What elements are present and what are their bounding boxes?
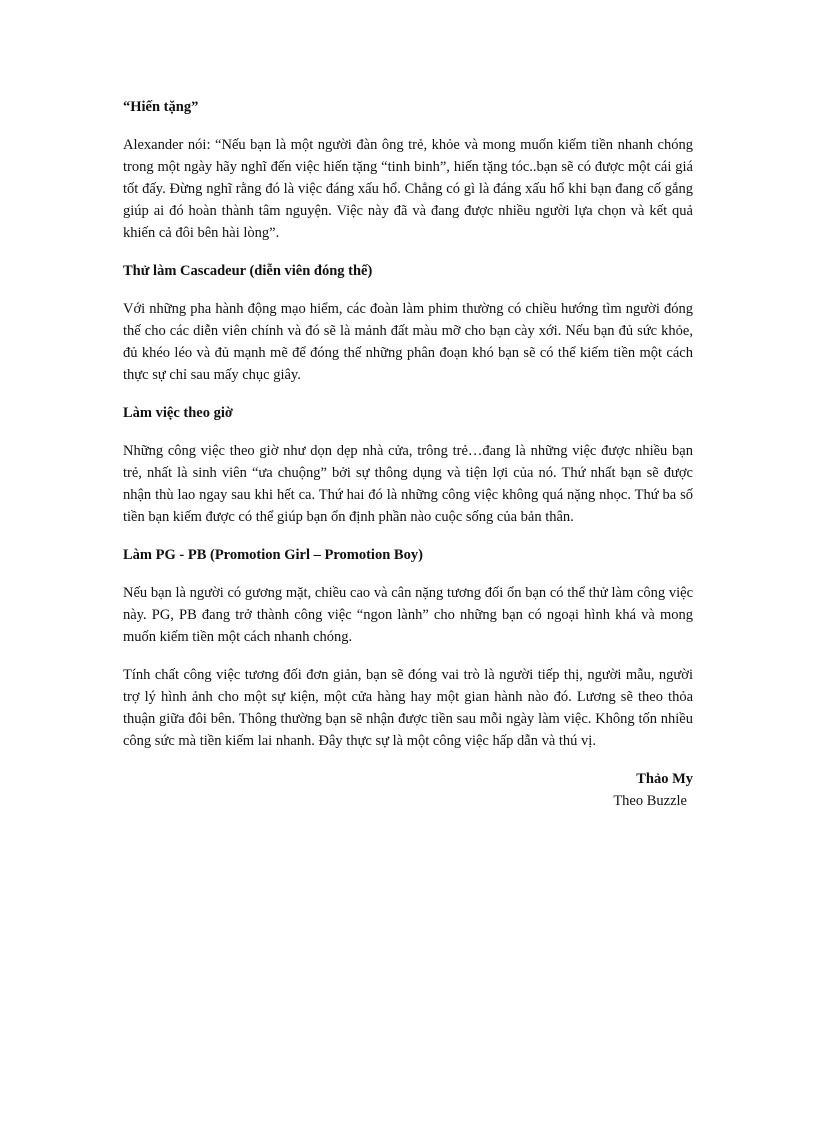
- section-hien-tang: [123, 96, 693, 244]
- section-heading: Làm PG - PB (Promotion Girl – Promotion Boy): [123, 547, 423, 563]
- section-heading: Làm việc theo giờ: [123, 405, 233, 421]
- section-cascadeur: [123, 260, 693, 386]
- section-paragraph: Những công việc theo giờ như dọn dẹp nhà cửa, trông trẻ…đang là những việc được nhiều bạn trẻ, nhất là sinh viên “ưa chuộng” bởi sự thông dụng và tiện lợi của nó. Thứ nhất bạn sẽ được nhận thù lao ngay sau khi hết ca. Thứ hai đó là những công việc không quá nặng nhọc. Thứ ba số tiền bạn kiếm được có thể giúp bạn ổn định phần nào cuộc sống của bản thân.: [123, 443, 693, 525]
- source-credit: Theo Buzzle: [613, 793, 687, 809]
- section-heading: “Hiến tặng”: [123, 99, 199, 115]
- section-paragraph: Nếu bạn là người có gương mặt, chiều cao và cân nặng tương đối ổn bạn có thể thử làm công việc này. PG, PB đang trở thành công việc “ngon lành” cho những bạn có ngoại hình khá và mong muốn kiếm tiền một cách nhanh chóng.: [123, 585, 693, 645]
- section-paragraph: Tính chất công việc tương đối đơn giản, bạn sẽ đóng vai trò là người tiếp thị, người mẫu, người trợ lý hình ảnh cho một sự kiện, một cửa hàng hay một gian hành nào đó. Lương sẽ theo thỏa thuận giữa đôi bên. Thông thường bạn sẽ nhận được tiền sau mỗi ngày làm việc. Không tốn nhiều công sức mà tiền kiếm lai nhanh. Đây thực sự là một công việc hấp dẫn và thú vị.: [123, 667, 693, 749]
- signature-block: [123, 768, 693, 812]
- document-page: [123, 96, 693, 812]
- section-pg-pb: [123, 544, 693, 752]
- section-lam-viec-theo-gio: [123, 402, 693, 528]
- section-paragraph: Alexander nói: “Nếu bạn là một người đàn ông trẻ, khỏe và mong muốn kiếm tiền nhanh chóng trong một ngày hãy nghĩ đến việc hiến tặng “tinh binh”, hiến tặng tóc..bạn sẽ có được một cái giá tốt đấy. Đừng nghĩ rằng đó là việc đáng xấu hổ. Chẳng có gì là đáng xấu hổ khi bạn đang cố gắng giúp ai đó hoàn thành tâm nguyện. Việc này đã và đang được nhiều người lựa chọn và kết quả khiến cả đôi bên hài lòng”.: [123, 137, 693, 241]
- author-name: Thảo My: [636, 771, 693, 787]
- section-heading: Thử làm Cascadeur (diễn viên đóng thế): [123, 263, 373, 279]
- section-paragraph: Với những pha hành động mạo hiểm, các đoàn làm phim thường có chiều hướng tìm người đóng thế cho các diễn viên chính và đó sẽ là mảnh đất màu mỡ cho bạn cày xới. Nếu bạn đủ sức khỏe, đủ khéo léo và đủ mạnh mẽ để đóng thế những phân đoạn khó bạn sẽ có thể kiếm tiền một cách thực sự chỉ sau mấy chục giây.: [123, 301, 693, 383]
